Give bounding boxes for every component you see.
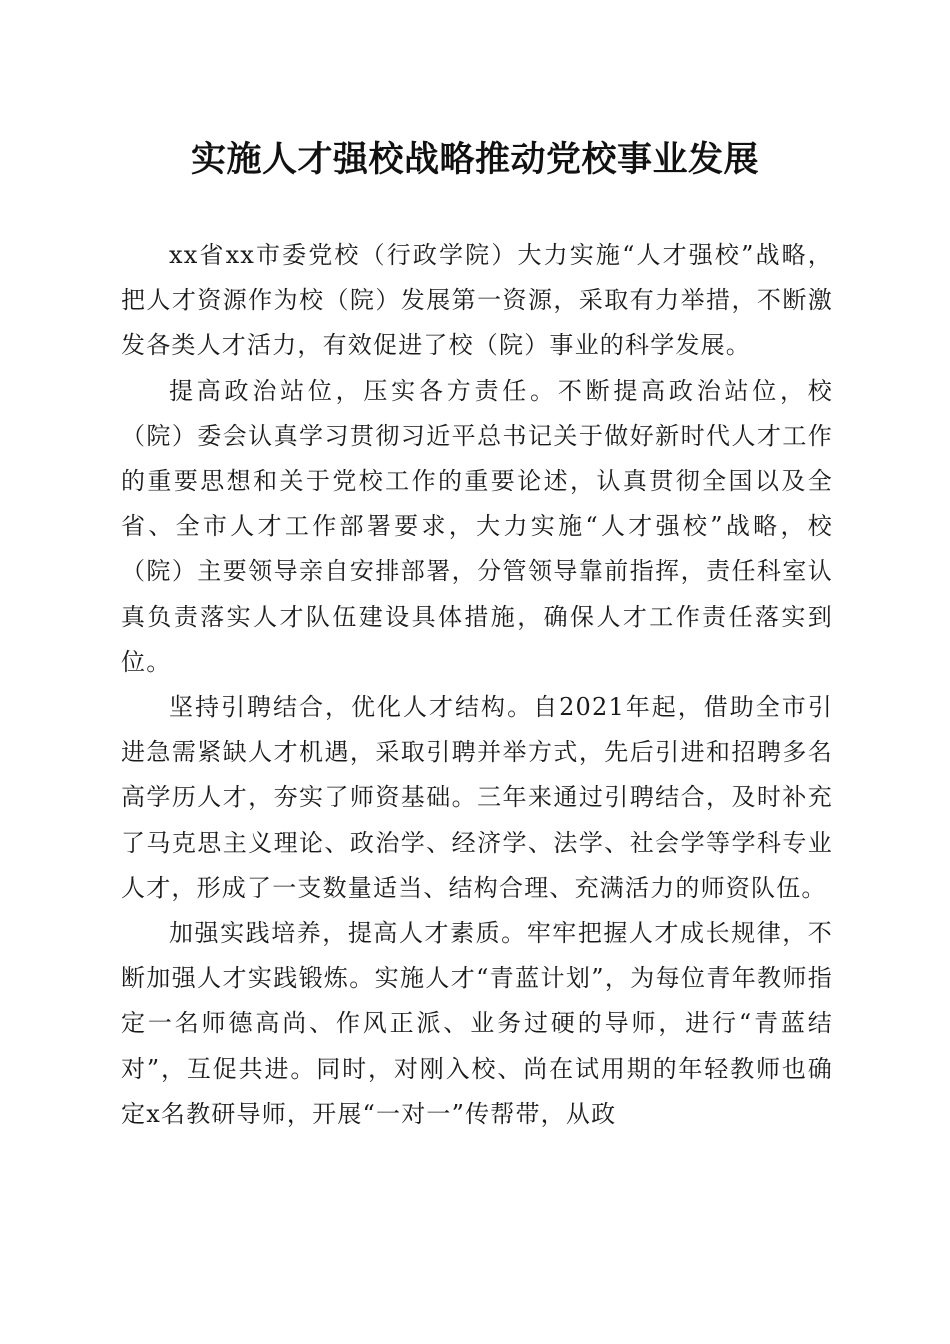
paragraph-intro: xx省xx市委党校（行政学院）大力实施“人才强校”战略，把人才资源作为校（院）发展第一资源，采取有力举措，不断激发各类人才活力，有效促进了校（院）事业的科学发展。 — [121, 241, 833, 360]
paragraph-political-stance: 提高政治站位，压实各方责任。不断提高政治站位，校（院）委会认真学习贯彻习近平总书记关于做好新时代人才工作的重要思想和关于党校工作的重要论述，认真贯彻全国以及全省、全市人才工作部署要求，大力实施“人才强校”战略，校（院）主要领导亲自安排部署，分管领导靠前指挥，责任科室认真负责落实人才队伍建设具体措施，确保人才工作责任落实到位。 — [121, 376, 833, 676]
document-body — [121, 233, 833, 1137]
document-title: 实施人才强校战略推动党校事业发展 — [190, 139, 759, 180]
paragraph-practice-training: 加强实践培养，提高人才素质。牢牢把握人才成长规律，不断加强人才实践锻炼。实施人才“青蓝计划”，为每位青年教师指定一名师德高尚、作风正派、业务过硬的导师，进行“青蓝结对”，互促共进。同时，对刚入校、尚在试用期的年轻教师也确定x名教研导师，开展“一对一”传帮带，从政 — [121, 919, 833, 1128]
paragraph-recruitment: 坚持引聘结合，优化人才结构。自2021年起，借助全市引进急需紧缺人才机遇，采取引聘并举方式，先后引进和招聘多名高学历人才，夯实了师资基础。三年来通过引聘结合，及时补充了马克思主义理论、政治学、经济学、法学、社会学等学科专业人才，形成了一支数量适当、结构合理、充满活力的师资队伍。 — [121, 693, 833, 902]
